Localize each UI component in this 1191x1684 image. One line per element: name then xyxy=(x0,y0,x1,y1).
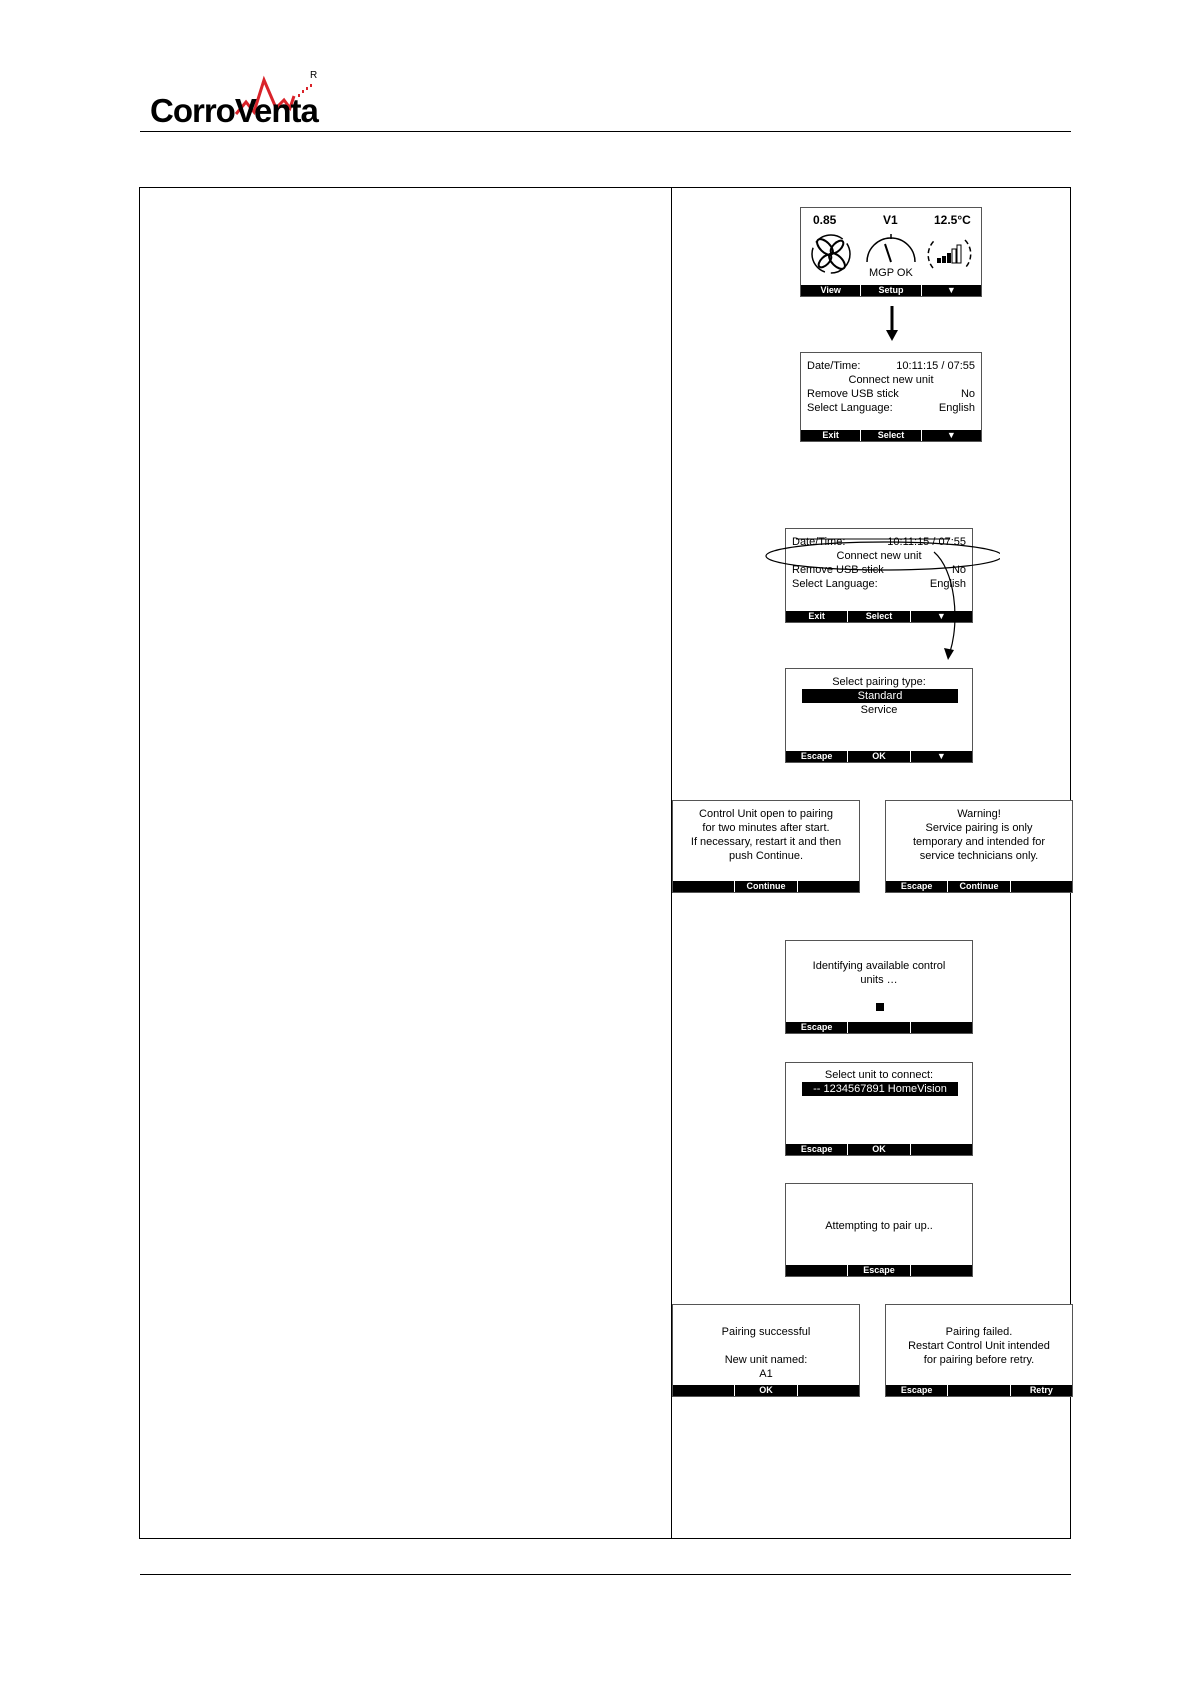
softkey-escape[interactable]: Escape xyxy=(848,1265,910,1276)
softkey-bar xyxy=(786,751,972,762)
language-label: Select Language: xyxy=(792,578,878,590)
softkey-empty xyxy=(673,881,735,892)
usb-value: No xyxy=(960,388,975,400)
softkey-empty xyxy=(911,1144,972,1155)
datetime-label: Date/Time: xyxy=(807,360,861,372)
datetime-value: 10:11:15 / 07:55 xyxy=(887,536,966,548)
softkey-escape[interactable]: Escape xyxy=(786,1144,848,1155)
screen-setup xyxy=(800,352,982,442)
softkey-escape[interactable]: Escape xyxy=(786,1022,848,1033)
warning-title: Warning! xyxy=(957,808,1001,820)
corroventa-logo xyxy=(150,68,330,132)
fan-icon xyxy=(809,232,853,276)
language-value: English xyxy=(929,578,966,590)
softkey-select[interactable]: Select xyxy=(861,430,921,441)
softkey-ok[interactable]: OK xyxy=(848,1144,910,1155)
softkey-empty xyxy=(911,1022,972,1033)
softkey-bar xyxy=(786,1265,972,1276)
menu-connect-new-unit[interactable]: Connect new unit xyxy=(836,550,922,562)
softkey-down[interactable]: ▼ xyxy=(936,611,946,621)
softkey-bar xyxy=(886,881,1072,892)
option-service[interactable]: Service xyxy=(860,704,898,716)
open-line-3: If necessary, restart it and then xyxy=(690,836,842,848)
softkey-down[interactable]: ▼ xyxy=(946,285,956,295)
softkey-ok[interactable]: OK xyxy=(735,1385,797,1396)
success-line-2: New unit named: xyxy=(724,1354,808,1366)
warning-line-3: temporary and intended for xyxy=(912,836,1046,848)
screen-select-unit xyxy=(785,1062,973,1156)
softkey-bar xyxy=(786,1144,972,1155)
value-right: 12.5°C xyxy=(934,213,971,227)
softkey-exit[interactable]: Exit xyxy=(801,430,861,441)
datetime-value: 10:11:15 / 07:55 xyxy=(896,360,975,372)
softkey-down[interactable]: ▼ xyxy=(946,430,956,440)
softkey-empty xyxy=(911,1265,972,1276)
warning-line-4: service technicians only. xyxy=(919,850,1039,862)
arrow-down-icon xyxy=(885,306,899,342)
warning-line-2: Service pairing is only xyxy=(925,822,1033,834)
screen-pairing-failed xyxy=(885,1304,1073,1397)
menu-connect-new-unit[interactable]: Connect new unit xyxy=(848,374,934,386)
softkey-escape[interactable]: Escape xyxy=(886,881,948,892)
signal-strength-icon xyxy=(925,232,973,276)
progress-indicator xyxy=(876,1003,884,1011)
softkey-empty xyxy=(798,1385,859,1396)
failed-line-2: Restart Control Unit intended xyxy=(908,1340,1050,1352)
softkey-bar xyxy=(673,881,859,892)
value-left: 0.85 xyxy=(813,213,837,227)
select-unit-title: Select unit to connect: xyxy=(824,1069,934,1081)
registered-mark: R xyxy=(310,70,318,81)
softkey-ok[interactable]: OK xyxy=(848,751,910,762)
pairing-type-title: Select pairing type: xyxy=(832,676,926,688)
softkey-bar xyxy=(786,1022,972,1033)
header-rule xyxy=(140,131,1071,132)
gauge-icon xyxy=(863,230,919,264)
softkey-select[interactable]: Select xyxy=(848,611,910,622)
softkey-down[interactable]: ▼ xyxy=(936,751,946,761)
softkey-empty xyxy=(848,1022,910,1033)
unit-list-item[interactable]: -- 1234567891 HomeVision xyxy=(802,1082,958,1096)
identifying-line-1: Identifying available control xyxy=(812,960,946,972)
usb-label: Remove USB stick xyxy=(807,388,899,400)
softkey-escape[interactable]: Escape xyxy=(886,1385,948,1396)
value-mid: V1 xyxy=(883,213,898,227)
language-label: Select Language: xyxy=(807,402,893,414)
usb-value: No xyxy=(951,564,966,576)
softkey-empty xyxy=(673,1385,735,1396)
footer-rule xyxy=(140,1574,1071,1575)
screen-pairing-type xyxy=(785,668,973,763)
screen-warning xyxy=(885,800,1073,893)
softkey-bar xyxy=(801,430,981,441)
screen-pairing-successful xyxy=(672,1304,860,1397)
status-text: MGP OK xyxy=(869,267,913,279)
softkey-retry[interactable]: Retry xyxy=(1029,1385,1053,1395)
screen-attempting xyxy=(785,1183,973,1277)
softkey-continue[interactable]: Continue xyxy=(948,881,1010,892)
softkey-view[interactable]: View xyxy=(801,285,861,296)
softkey-continue[interactable]: Continue xyxy=(735,881,797,892)
open-line-4: push Continue. xyxy=(729,850,803,862)
datetime-label: Date/Time: xyxy=(792,536,846,548)
softkey-setup[interactable]: Setup xyxy=(861,285,921,296)
option-standard[interactable]: Standard xyxy=(802,689,958,703)
success-title: Pairing successful xyxy=(721,1326,811,1338)
softkey-bar xyxy=(801,285,981,296)
softkey-bar xyxy=(886,1385,1072,1396)
screen-control-unit-open xyxy=(672,800,860,893)
failed-title: Pairing failed. xyxy=(945,1326,1013,1338)
success-unit-name: A1 xyxy=(759,1368,773,1380)
screen-main xyxy=(800,207,982,297)
softkey-exit[interactable]: Exit xyxy=(786,611,848,622)
identifying-line-2: units … xyxy=(860,974,898,986)
softkey-empty xyxy=(798,881,859,892)
selection-annotation xyxy=(750,530,1000,665)
open-line-2: for two minutes after start. xyxy=(702,822,830,834)
failed-line-3: for pairing before retry. xyxy=(923,1354,1035,1366)
open-line-1: Control Unit open to pairing xyxy=(699,808,833,820)
screen-identifying xyxy=(785,940,973,1034)
softkey-empty xyxy=(948,1385,1010,1396)
usb-label: Remove USB stick xyxy=(792,564,884,576)
language-value: English xyxy=(938,402,975,414)
attempting-text: Attempting to pair up.. xyxy=(825,1220,933,1232)
softkey-bar xyxy=(673,1385,859,1396)
softkey-empty xyxy=(786,1265,848,1276)
softkey-empty xyxy=(1011,881,1072,892)
softkey-escape[interactable]: Escape xyxy=(786,751,848,762)
logo-wordmark: CorroVenta xyxy=(150,92,318,129)
